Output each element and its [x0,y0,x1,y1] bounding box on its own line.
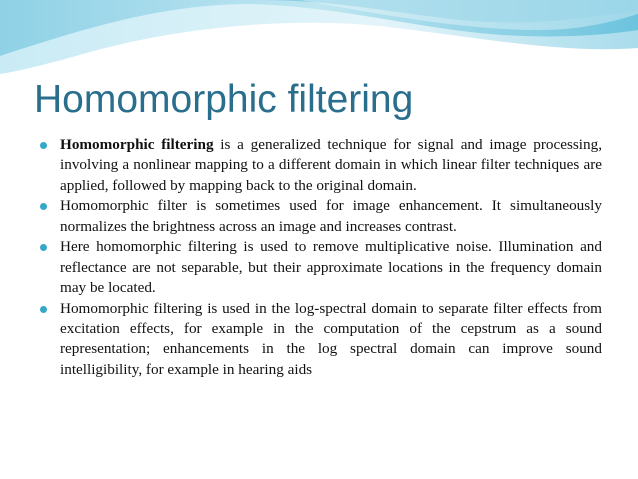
bullet-text: Homomorphic filtering is used in the log-spectral domain to separate filter effects from excitation effects, for example in the computation of the cepstrum as a sound representation; enhancements in the log spectral domain can improve sound intelligibility, for example in hearing aids [60,299,602,378]
bullet-text: Here homomorphic filtering is used to remove multiplicative noise. Illumination and reflectance are not separable, but their approximate locations in the frequency domain may be located. [60,238,602,297]
bullet-text: is a generalized technique for signal and image processing, involving a nonlinear mapping to a different domain in which linear filter techniques are applied, followed by mapping back to the original domain. [60,136,602,194]
bullet-item [36,299,602,380]
slide-title: Homomorphic filtering [34,78,414,121]
bullet-dot-icon [40,203,47,210]
bullet-text: Homomorphic filter is sometimes used for image enhancement. It simultaneously normalizes the brightness across an image and increases contrast. [60,197,602,235]
bullet-list [36,135,602,381]
bullet-item [36,135,602,196]
bullet-item [36,237,602,298]
bullet-dot-icon [40,142,47,149]
bullet-dot-icon [40,306,47,313]
header-wave-decoration [0,0,638,80]
bullet-bold-text: Homomorphic filtering [60,136,214,153]
bullet-item [36,196,602,237]
bullet-dot-icon [40,244,47,251]
